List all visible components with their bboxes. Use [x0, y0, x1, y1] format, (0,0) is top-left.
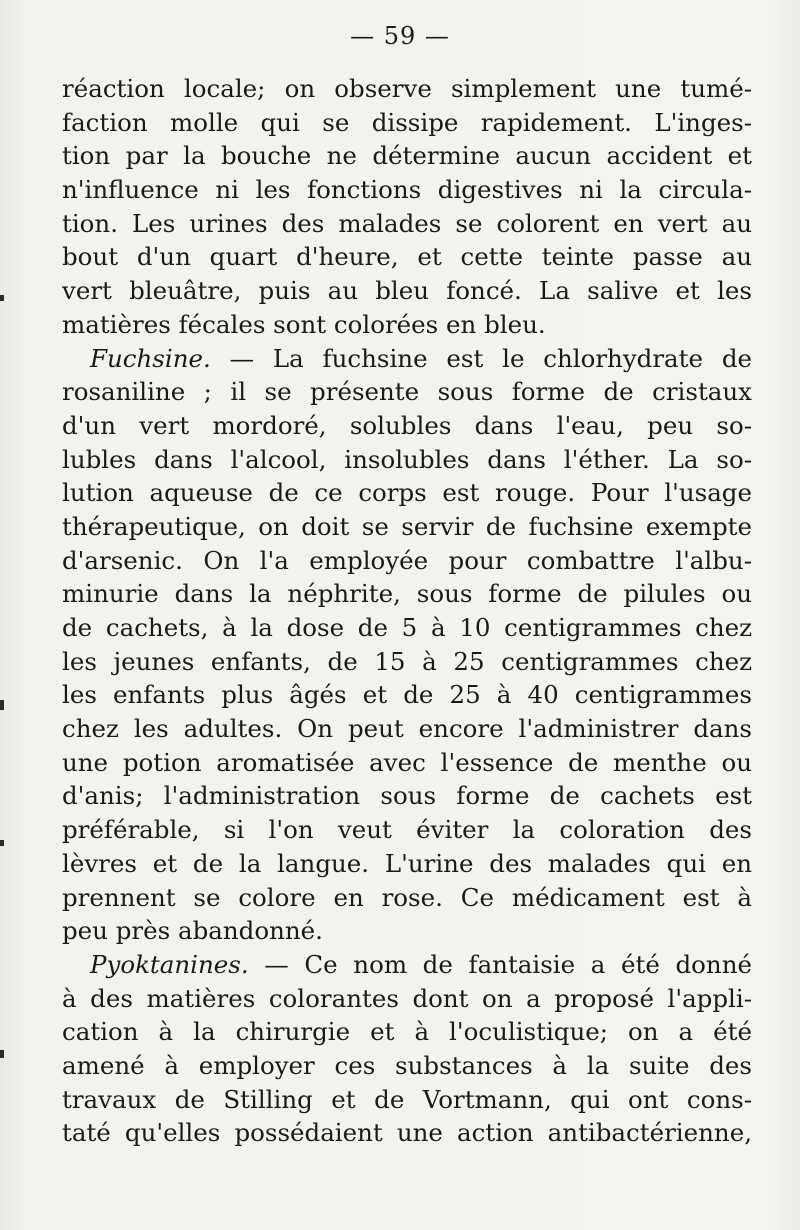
text-line: lubles dans l'alcool, insolubles dans l'éther. La so- [62, 444, 752, 474]
page-number: — 59 — [350, 22, 450, 50]
paragraph [62, 72, 752, 342]
page-edge-mark [0, 295, 4, 301]
text-line: de cachets, à la dose de 5 à 10 centigrammes chez [62, 613, 752, 642]
text-line [62, 342, 752, 376]
text-line: lèvres et de la langue. L'urine des malades qui en [62, 848, 752, 878]
text-line: cation à la chirurgie et à l'oculistique; on a été [62, 1017, 752, 1047]
text-line: d'un vert mordoré, solubles dans l'eau, peu so- [62, 410, 752, 440]
text-line: tion. Les urines des malades se colorent en vert au [62, 208, 752, 238]
page-edge-mark [0, 1050, 4, 1058]
text-line: bout d'un quart d'heure, et cette teinte passe au [62, 242, 752, 272]
text-line: faction molle qui se dissipe rapidement. L'inges- [62, 107, 752, 137]
text-line: matières fécales sont colorées en bleu. [62, 309, 546, 339]
text-line: prennent se colore en rose. Ce médicament est à [62, 882, 752, 912]
text-line: rosaniline ; il se présente sous forme de cristaux [62, 377, 752, 407]
text-line: lution aqueuse de ce corps est rouge. Pour l'usage [62, 478, 752, 508]
text-line: préférable, si l'on veut éviter la coloration des [62, 815, 752, 845]
page-edge-mark [0, 700, 4, 710]
text-line: n'influence ni les fonctions digestives ni la circula- [62, 175, 752, 205]
text-line: d'anis; l'administration sous forme de cachets est [62, 781, 752, 811]
text-line: minurie dans la néphrite, sous forme de pilules ou [62, 579, 752, 609]
text-line: vert bleuâtre, puis au bleu foncé. La salive et les [62, 276, 752, 306]
paragraph [62, 342, 752, 948]
page-edge-mark [0, 840, 4, 846]
text-line: peu près abandonné. [62, 916, 323, 946]
text-line: chez les adultes. On peut encore l'administrer dans [62, 714, 752, 744]
text-line: les jeunes enfants, de 15 à 25 centigrammes chez [62, 646, 752, 676]
section-heading-fuchsine: Fuchsine. [90, 343, 211, 373]
text-line: thérapeutique, on doit se servir de fuchsine exempte [62, 511, 752, 541]
text-line [62, 948, 752, 982]
text-line: les enfants plus âgés et de 25 à 40 centigrammes [62, 680, 752, 710]
body-text [62, 72, 752, 1150]
text-line: à des matières colorantes dont on a proposé l'appli- [62, 983, 752, 1013]
text-line: réaction locale; on observe simplement une tumé- [62, 74, 752, 103]
text-line: taté qu'elles possédaient une action antibactérienne, [62, 1118, 752, 1148]
text-line: une potion aromatisée avec l'essence de menthe ou [62, 747, 752, 777]
paragraph [62, 948, 752, 1150]
text-line: d'arsenic. On l'a employée pour combattre l'albu- [62, 545, 752, 575]
text-line: travaux de Stilling et de Vortmann, qui ont cons- [62, 1084, 752, 1114]
text-run: — La fuchsine est le chlorhydrate de [210, 343, 752, 373]
text-line: tion par la bouche ne détermine aucun accident et [62, 141, 752, 171]
text-run: — Ce nom de fantaisie a été donné [248, 949, 752, 979]
section-heading-pyoktanines: Pyoktanines. [90, 949, 249, 979]
text-line: amené à employer ces substances à la suite des [62, 1050, 752, 1080]
